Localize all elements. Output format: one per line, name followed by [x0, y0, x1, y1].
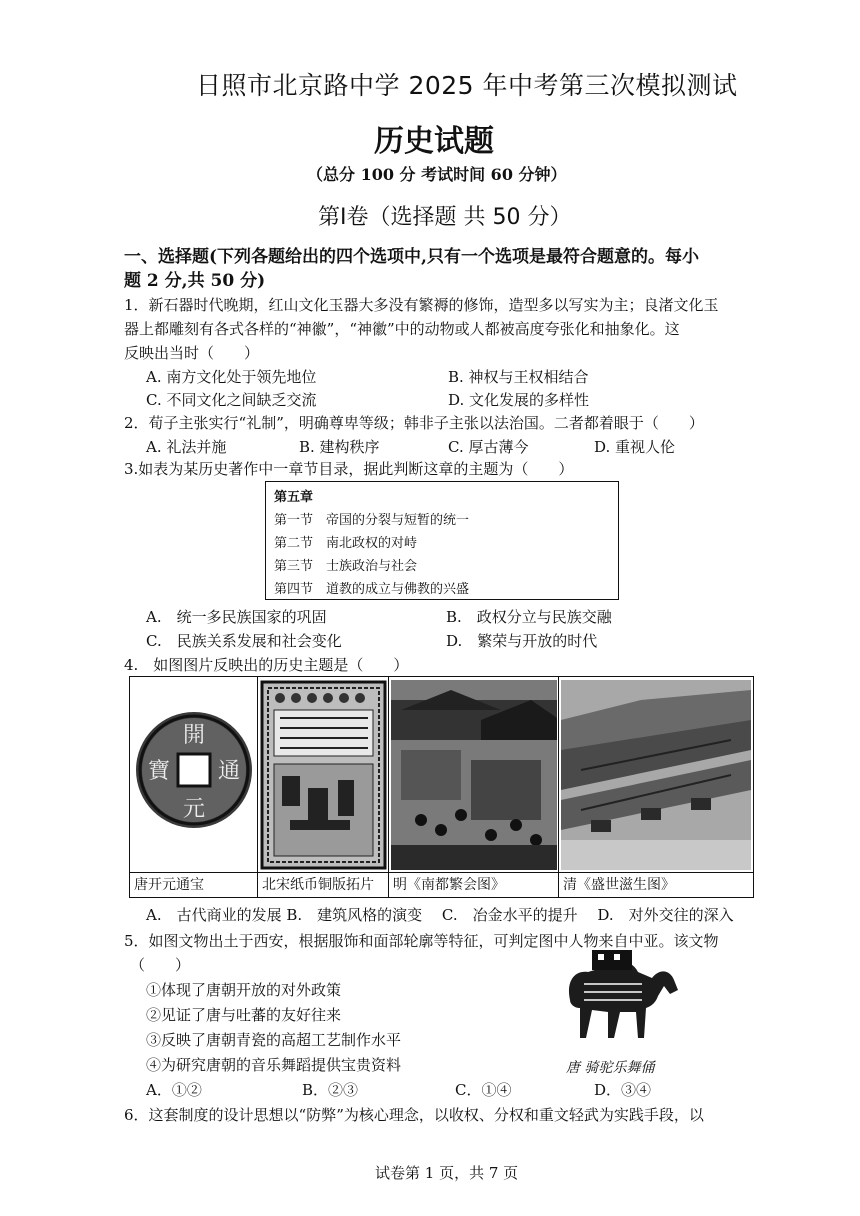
- shengshi-painting-image: [561, 680, 751, 871]
- q2-option-b: B. 建构秩序: [299, 438, 380, 456]
- q5-stem-line1: 5．如图文物出土于西安，根据服饰和面部轮廓等特征，可判定图中人物来自中亚。该文物: [124, 932, 719, 950]
- q5-option-d: D．③④: [594, 1081, 652, 1099]
- q5-option-c: C．①④: [455, 1081, 512, 1099]
- nandu-painting-image: [391, 680, 556, 871]
- q5-option-a: A．①②: [146, 1081, 202, 1099]
- section-instructions-line2: 题 2 分,共 50 分): [124, 271, 266, 291]
- q2-option-a: A. 礼法并施: [146, 438, 227, 456]
- q1-option-c: C. 不同文化之间缺乏交流: [146, 391, 317, 409]
- q5-option-b: B．②③: [302, 1081, 359, 1099]
- q4-image-row: [129, 676, 754, 898]
- caption-coin: 唐开元通宝: [134, 877, 204, 893]
- toc-chapter: 第五章: [274, 490, 314, 505]
- coin-char-top: 開: [182, 723, 206, 748]
- coin-image: [132, 680, 255, 871]
- q1-option-b: B. 神权与王权相结合: [448, 368, 589, 386]
- q2-option-c: C. 厚古薄今: [448, 438, 529, 456]
- q3-option-c: C. 民族关系发展和社会变化: [146, 632, 342, 650]
- page-footer: 试卷第 1 页，共 7 页: [375, 1164, 519, 1182]
- q5-statement-2: ②见证了唐与吐蕃的友好往来: [146, 1006, 342, 1024]
- part-title: 第Ⅰ卷（选择题 共 50 分）: [318, 205, 572, 230]
- coin-char-bottom: 元: [182, 797, 206, 822]
- q1-option-a: A. 南方文化处于领先地位: [146, 368, 317, 386]
- q1-stem-line1: 1．新石器时代晚期，红山文化玉器大多没有繁褥的修饰，造型多以写实为主；良渚文化玉: [124, 296, 719, 314]
- caption-banknote: 北宋纸币铜版拓片: [262, 877, 374, 893]
- school-title: 日照市北京路中学 2025 年中考第三次模拟测试: [196, 71, 738, 100]
- q1-stem-line2: 器上都雕刻有各式各样的“神徽”，“神徽”中的动物或人都被高度夸张化和抽象化。这: [124, 320, 680, 338]
- q3-option-d: D. 繁荣与开放的时代: [446, 632, 598, 650]
- q2-stem: 2．荀子主张实行“礼制”，明确尊卑等级；韩非子主张以法治国。二者都着眼于（ ）: [124, 414, 704, 432]
- q5-statement-3: ③反映了唐朝青瓷的高超工艺制作水平: [146, 1031, 402, 1049]
- image-cell-nandu: [389, 677, 559, 897]
- caption-shengshi: 清《盛世滋生图》: [563, 877, 675, 893]
- toc-section-2: 第二节 南北政权的对峙: [274, 536, 418, 551]
- banknote-image: [260, 680, 386, 871]
- toc-section-4: 第四节 道教的成立与佛教的兴盛: [274, 582, 470, 597]
- caption-nandu: 明《南都繁会图》: [393, 877, 505, 893]
- toc-section-1: 第一节 帝国的分裂与短暂的统一: [274, 513, 470, 528]
- q4-stem: 4. 如图图片反映出的历史主题是（ ）: [124, 656, 409, 674]
- exam-meta: （总分 100 分 考试时间 60 分钟）: [307, 165, 567, 184]
- coin-char-right: 通: [217, 759, 241, 784]
- image-cell-coin: [130, 677, 258, 897]
- q3-stem: 3.如表为某历史著作中一章节目录，据此判断这章的主题为（ ）: [124, 460, 574, 478]
- table-of-contents: [265, 481, 619, 600]
- image-cell-banknote: [258, 677, 389, 897]
- q3-option-a: A. 统一多民族国家的巩固: [146, 608, 327, 626]
- q1-option-d: D. 文化发展的多样性: [448, 391, 590, 409]
- q3-option-b: B. 政权分立与民族交融: [446, 608, 612, 626]
- q6-stem-line1: 6．这套制度的设计思想以“防弊”为核心理念，以收权、分权和重文轻武为实践手段，以: [124, 1106, 704, 1124]
- q4-options: A. 古代商业的发展 B. 建筑风格的演变 C. 冶金水平的提升 D. 对外交往的深入: [146, 906, 734, 924]
- coin-char-left: 寶: [147, 759, 171, 784]
- q5-stem-line2: （ ）: [130, 956, 191, 974]
- q1-stem-line3: 反映出当时（ ）: [124, 344, 260, 362]
- toc-section-3: 第三节 士族政治与社会: [274, 559, 418, 574]
- q5-statement-1: ①体现了唐朝开放的对外政策: [146, 981, 342, 999]
- q5-statement-4: ④为研究唐朝的音乐舞蹈提供宝贵资料: [146, 1056, 402, 1074]
- subject-title: 历史试题: [374, 124, 494, 159]
- section-instructions-line1: 一、选择题(下列各题给出的四个选项中,只有一个选项是最符合题意的。每小: [124, 247, 699, 267]
- q2-option-d: D. 重视人伦: [594, 438, 676, 456]
- q5-image-caption: 唐 骑驼乐舞俑: [566, 1060, 655, 1076]
- image-cell-shengshi: [559, 677, 753, 897]
- camel-figurine-image: [548, 950, 688, 1045]
